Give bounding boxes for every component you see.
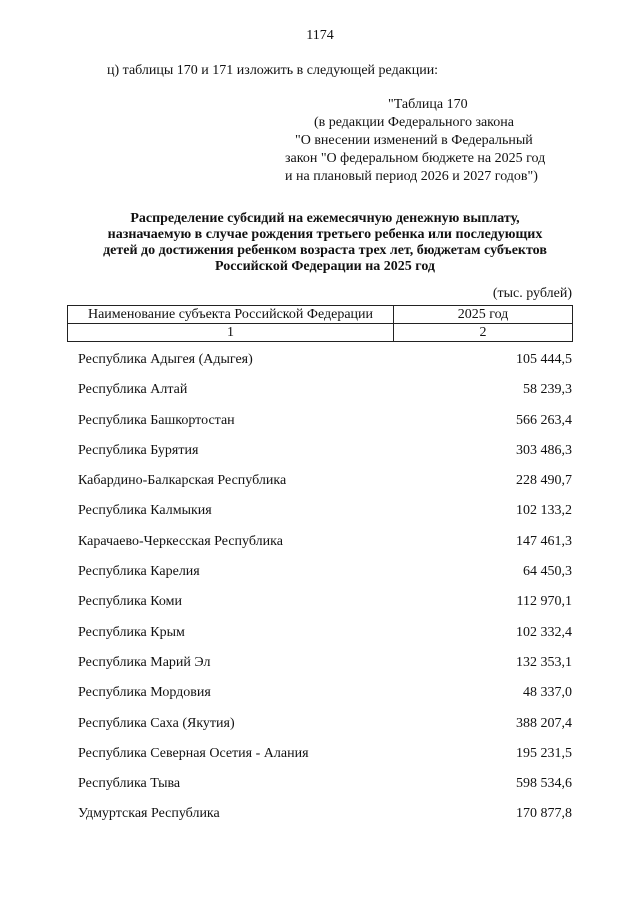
table-row xyxy=(0,382,640,412)
subsidy-amount: 228 490,7 xyxy=(516,473,572,489)
units-label: (тыс. рублей) xyxy=(492,286,572,301)
table-row xyxy=(0,655,640,685)
table-row xyxy=(0,776,640,806)
subsidy-amount: 112 970,1 xyxy=(516,594,572,610)
table-row xyxy=(0,716,640,746)
subject-name: Республика Бурятия xyxy=(78,442,199,458)
subsidy-amount: 598 534,6 xyxy=(516,776,572,792)
table-row xyxy=(0,806,640,836)
subject-name: Республика Крым xyxy=(78,624,185,640)
subsidy-amount: 195 231,5 xyxy=(516,745,572,761)
subject-name: Удмуртская Республика xyxy=(78,806,220,822)
table-reference xyxy=(270,96,590,186)
column-number: 1 xyxy=(68,324,394,342)
table-row xyxy=(0,503,640,533)
table-header xyxy=(67,305,573,342)
table-row xyxy=(0,746,640,776)
subject-name: Республика Калмыкия xyxy=(78,503,212,519)
column-number: 2 xyxy=(394,324,573,342)
subject-name: Республика Саха (Якутия) xyxy=(78,715,235,731)
title-line: Распределение субсидий на ежемесячную денежную выплату, xyxy=(130,211,520,226)
table-body xyxy=(0,352,640,837)
table-ref-line: "О внесении изменений в Федеральный xyxy=(295,133,533,148)
subject-name: Республика Алтай xyxy=(78,382,188,398)
subject-name: Кабардино-Балкарская Республика xyxy=(78,473,287,489)
subject-name: Республика Карелия xyxy=(78,564,200,580)
subsidy-amount: 170 877,8 xyxy=(516,806,572,822)
subsidy-amount: 64 450,3 xyxy=(523,564,572,580)
subsidy-amount: 48 337,0 xyxy=(523,685,572,701)
title-line: Российской Федерации на 2025 год xyxy=(214,259,435,274)
header-subject-name: Наименование субъекта Российской Федерации xyxy=(68,306,394,324)
header-row xyxy=(68,306,573,324)
subject-name: Республика Марий Эл xyxy=(78,654,211,670)
subsidy-amount: 303 486,3 xyxy=(516,442,572,458)
table-ref-line: "Таблица 170 xyxy=(388,97,468,112)
subject-name: Республика Адыгея (Адыгея) xyxy=(78,352,253,367)
subsidy-amount: 105 444,5 xyxy=(516,352,572,367)
document-title xyxy=(60,211,590,275)
subsidy-amount: 388 207,4 xyxy=(516,715,572,731)
table-row xyxy=(0,594,640,624)
page-number: 1174 xyxy=(306,28,334,43)
table-row xyxy=(0,534,640,564)
subsidy-amount: 566 263,4 xyxy=(516,412,572,428)
table-ref-line: закон "О федеральном бюджете на 2025 год xyxy=(285,151,546,166)
subject-name: Республика Коми xyxy=(78,594,182,610)
table-row xyxy=(0,352,640,382)
header-year: 2025 год xyxy=(394,306,573,324)
table-row xyxy=(0,685,640,715)
title-line: детей до достижения ребенком возраста трех лет, бюджетам субъектов xyxy=(103,243,547,258)
subject-name: Карачаево-Черкесская Республика xyxy=(78,533,283,549)
table-ref-line: (в редакции Федерального закона xyxy=(314,115,514,130)
subject-name: Республика Тыва xyxy=(78,776,181,792)
subsidy-amount: 102 332,4 xyxy=(516,624,572,640)
title-line: назначаемую в случае рождения третьего ребенка или последующих xyxy=(107,227,543,242)
table-row xyxy=(0,564,640,594)
table-row xyxy=(0,473,640,503)
subject-name: Республика Башкортостан xyxy=(78,412,235,428)
subject-name: Республика Мордовия xyxy=(78,685,211,701)
table-row xyxy=(0,413,640,443)
table-row xyxy=(0,443,640,473)
table-row xyxy=(0,625,640,655)
column-number-row xyxy=(68,324,573,342)
subsidy-amount: 102 133,2 xyxy=(516,503,572,519)
subject-name: Республика Северная Осетия - Алания xyxy=(78,745,309,761)
subsidy-amount: 58 239,3 xyxy=(523,382,572,398)
subsidy-amount: 147 461,3 xyxy=(516,533,572,549)
table-ref-line: и на плановый период 2026 и 2027 годов") xyxy=(285,169,538,184)
intro-text: ц) таблицы 170 и 171 изложить в следующей редакции: xyxy=(107,63,439,78)
subsidy-amount: 132 353,1 xyxy=(516,654,572,670)
